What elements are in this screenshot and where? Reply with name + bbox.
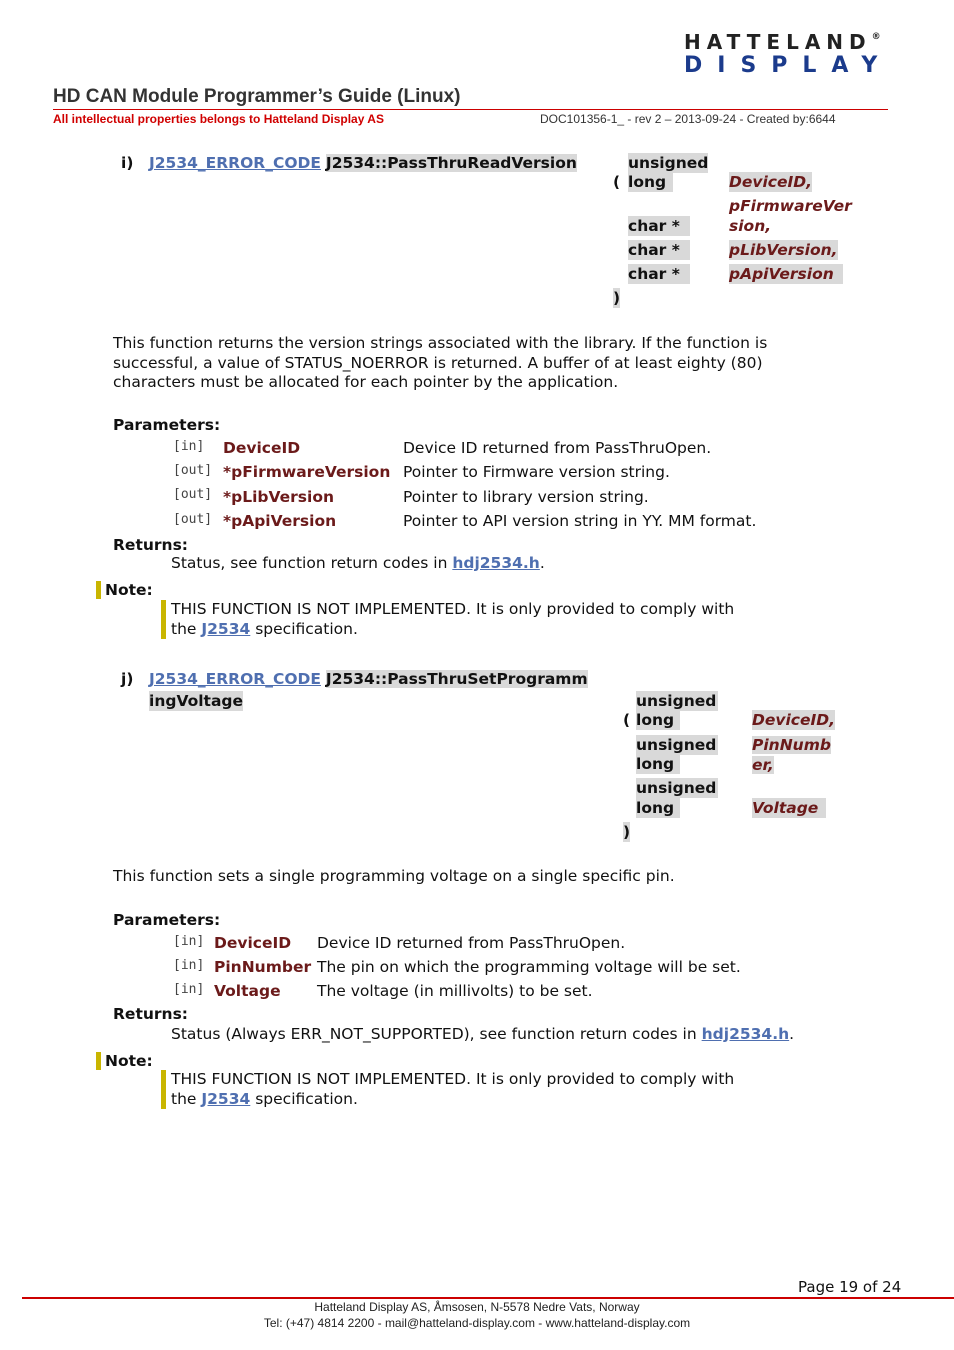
j2534-link[interactable]: J2534 bbox=[201, 619, 251, 638]
arg-type-char: char * bbox=[628, 240, 690, 260]
footer-divider bbox=[22, 1297, 954, 1299]
page-number: Page 19 of 24 bbox=[798, 1278, 902, 1296]
section-j-signature bbox=[149, 669, 588, 689]
close-paren: ) bbox=[613, 289, 621, 307]
param-direction: [out] bbox=[173, 512, 213, 527]
arg-name-pfirmwareversion: pFirmwareVer sion, bbox=[729, 197, 852, 235]
note-suffix: specification. bbox=[250, 1089, 358, 1108]
section-i-signature bbox=[149, 153, 577, 173]
parameters-heading: Parameters: bbox=[113, 911, 221, 929]
returns-heading: Returns: bbox=[113, 536, 188, 554]
arg-type-unsigned: unsigned bbox=[636, 692, 717, 710]
note-text bbox=[171, 1070, 734, 1109]
arg-name-pinnumber: PinNumb er, bbox=[752, 736, 831, 774]
hdj2534-link[interactable]: hdj2534.h bbox=[452, 554, 540, 572]
param-direction: [in] bbox=[173, 439, 205, 454]
arg-name-papiversion: pApiVersion bbox=[729, 264, 843, 284]
arg-name-voltage: Voltage bbox=[752, 798, 826, 818]
open-paren: ( bbox=[623, 711, 631, 729]
arg-type-unsigned: unsigned bbox=[636, 779, 717, 797]
param-direction: [out] bbox=[173, 487, 213, 502]
arg-name-plibversion: pLibVersion, bbox=[729, 241, 838, 259]
hdj2534-link[interactable]: hdj2534.h bbox=[701, 1025, 790, 1043]
returns-text bbox=[171, 553, 545, 573]
note-line: THIS FUNCTION IS NOT IMPLEMENTED. It is only provided to comply with bbox=[171, 600, 735, 618]
company-logo-hatteland bbox=[684, 30, 881, 54]
param-name: *pApiVersion bbox=[223, 512, 337, 530]
note-heading: Note: bbox=[105, 1052, 153, 1070]
returns-prefix: Status (Always ERR_NOT_SUPPORTED), see function return codes in bbox=[171, 1025, 702, 1043]
arg-type-unsigned: unsigned bbox=[636, 736, 717, 754]
function-name-continued: ingVoltage bbox=[149, 692, 244, 710]
section-j-description: This function sets a single programming voltage on a single specific pin. bbox=[113, 867, 675, 885]
company-logo-display: DISPLAY bbox=[684, 53, 893, 78]
param-description: The voltage (in millivolts) to be set. bbox=[317, 982, 593, 1000]
note-the: the bbox=[171, 1089, 202, 1108]
arg-type-long: long bbox=[636, 754, 680, 774]
close-paren: ) bbox=[623, 823, 631, 841]
footer-contact: Tel: (+47) 4814 2200 - mail@hatteland-display.com - www.hatteland-display.com bbox=[263, 1316, 691, 1330]
param-name: DeviceID bbox=[223, 439, 301, 457]
arg-type-long: long bbox=[636, 798, 680, 818]
note-suffix: specification. bbox=[250, 619, 358, 638]
note-heading: Note: bbox=[105, 581, 153, 599]
returns-text bbox=[171, 1024, 794, 1044]
param-direction: [in] bbox=[173, 958, 205, 973]
param-name: DeviceID bbox=[214, 934, 292, 952]
logo-word-hatteland: HATTELAND bbox=[684, 30, 872, 54]
param-direction: [in] bbox=[173, 934, 205, 949]
param-name: PinNumber bbox=[214, 958, 312, 976]
returns-heading: Returns: bbox=[113, 1005, 188, 1023]
j2534-link[interactable]: J2534 bbox=[201, 1089, 251, 1108]
open-paren: ( bbox=[613, 173, 621, 191]
footer-address: Hatteland Display AS, Åmsosen, N-5578 Nedre Vats, Norway bbox=[314, 1300, 640, 1314]
return-type-link[interactable]: J2534_ERROR_CODE bbox=[149, 670, 321, 688]
param-name: *pFirmwareVersion bbox=[223, 463, 391, 481]
arg-type-unsigned: unsigned bbox=[628, 154, 709, 172]
function-name: J2534::PassThruReadVersion bbox=[325, 154, 577, 172]
parameters-heading: Parameters: bbox=[113, 416, 221, 434]
document-reference: DOC101356-1_ - rev 2 – 2013-09-24 - Created by:6644 bbox=[540, 112, 836, 126]
param-description: Pointer to API version string in YY. MM format. bbox=[403, 512, 757, 530]
param-direction: [out] bbox=[173, 463, 213, 478]
ip-notice: All intellectual properties belongs to Hatteland Display AS bbox=[53, 112, 384, 126]
param-description: Device ID returned from PassThruOpen. bbox=[317, 934, 626, 952]
param-description: Device ID returned from PassThruOpen. bbox=[403, 439, 712, 457]
param-description: Pointer to library version string. bbox=[403, 488, 649, 506]
document-title: HD CAN Module Programmer’s Guide (Linux) bbox=[53, 86, 461, 107]
note-marker bbox=[96, 1052, 101, 1070]
note-line: THIS FUNCTION IS NOT IMPLEMENTED. It is only provided to comply with bbox=[171, 1070, 735, 1088]
section-i-label: i) bbox=[121, 154, 134, 172]
header-divider bbox=[53, 109, 888, 110]
note-marker bbox=[96, 581, 101, 599]
registered-mark: ® bbox=[871, 32, 881, 42]
return-type-link[interactable]: J2534_ERROR_CODE bbox=[149, 154, 321, 172]
param-direction: [in] bbox=[173, 982, 205, 997]
arg-type-long: long bbox=[636, 710, 680, 730]
note-the: the bbox=[171, 619, 202, 638]
arg-type-long: long bbox=[628, 172, 673, 192]
param-name: Voltage bbox=[214, 982, 281, 1000]
arg-type-char: char * bbox=[628, 216, 690, 236]
note-marker bbox=[161, 1070, 166, 1109]
param-description: Pointer to Firmware version string. bbox=[403, 463, 670, 481]
function-name: J2534::PassThruSetProgramm bbox=[325, 670, 588, 688]
arg-name-deviceid: DeviceID, bbox=[752, 711, 836, 729]
section-i-description: This function returns the version strings associated with the library. If the function is successful, a value of STATUS_NOERROR is returned. A buffer of at least eighty (80) characters must be allocated for each pointer by the application. bbox=[113, 334, 768, 391]
param-name: *pLibVersion bbox=[223, 488, 335, 506]
returns-suffix: . bbox=[789, 1025, 795, 1043]
arg-name-deviceid: DeviceID, bbox=[729, 173, 813, 191]
arg-type-char: char * bbox=[628, 264, 690, 284]
note-text bbox=[171, 600, 734, 639]
section-j-label: j) bbox=[121, 670, 134, 688]
returns-prefix: Status, see function return codes in bbox=[171, 554, 453, 572]
returns-suffix: . bbox=[539, 554, 545, 572]
note-marker bbox=[161, 600, 166, 639]
param-description: The pin on which the programming voltage will be set. bbox=[317, 958, 741, 976]
